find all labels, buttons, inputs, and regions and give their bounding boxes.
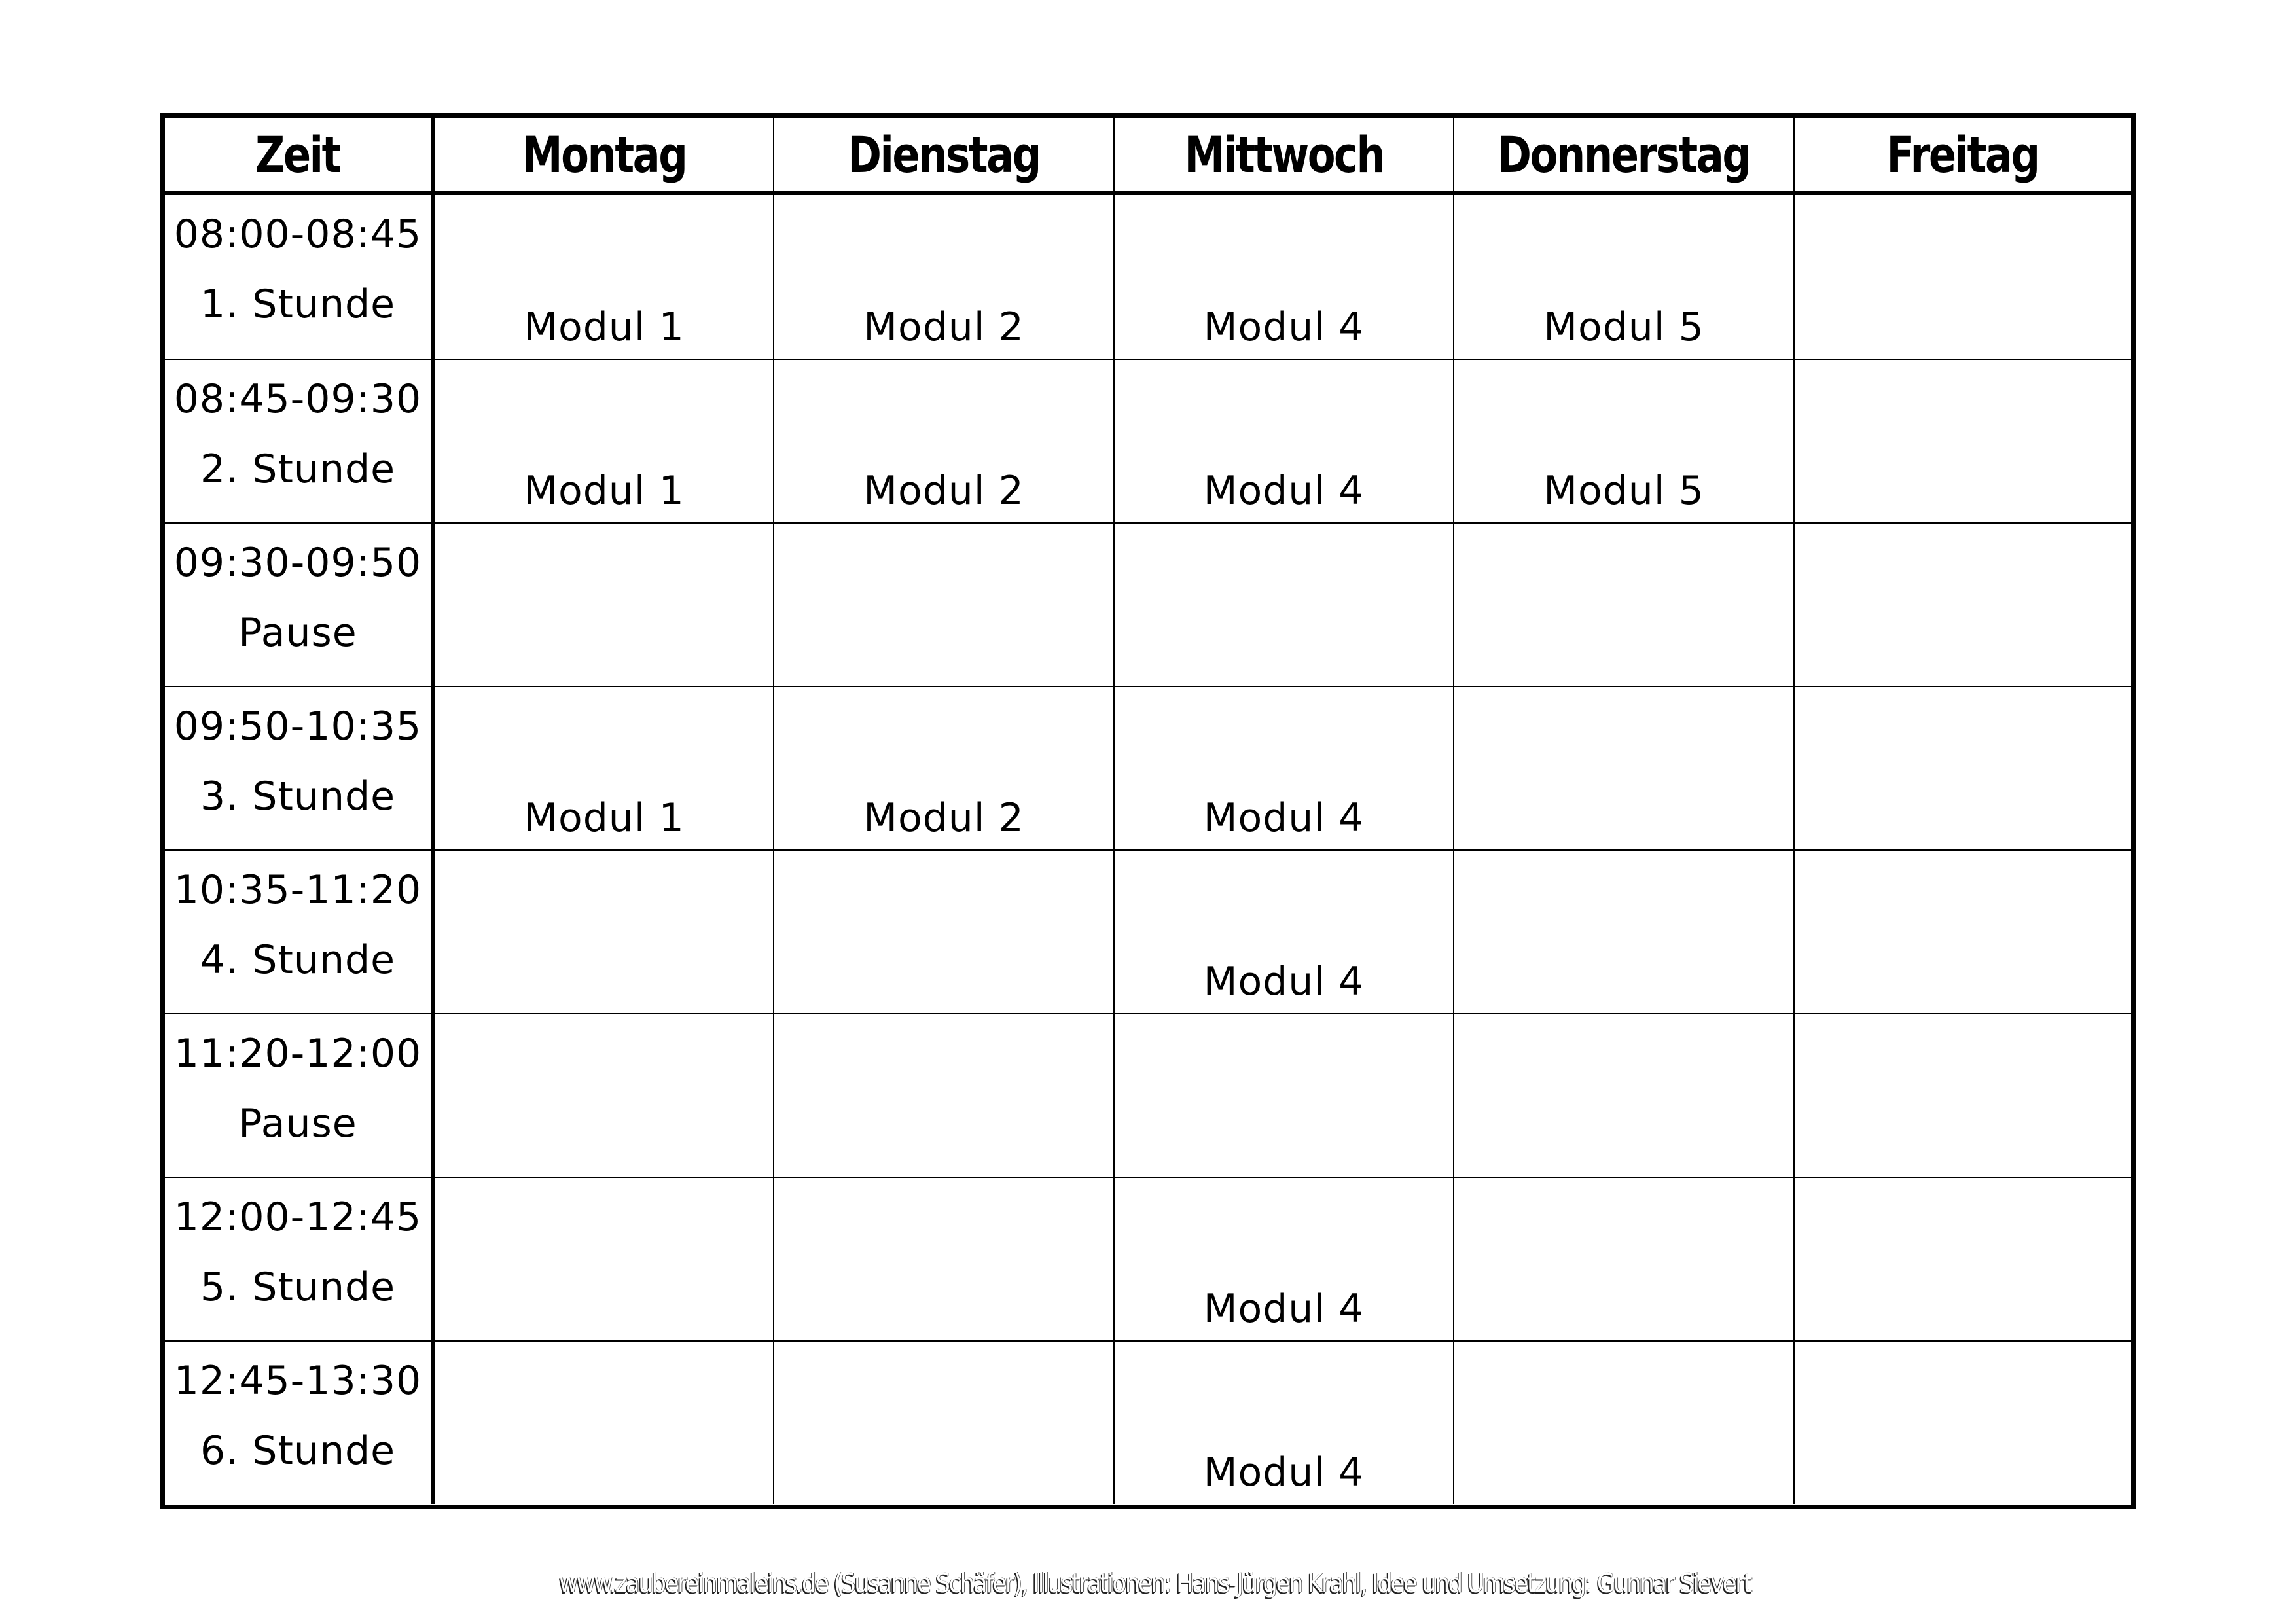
cell-dienstag[interactable] (774, 360, 1113, 522)
header-dienstag (774, 118, 1113, 191)
column-divider-thick (431, 1178, 435, 1340)
module-entry: Modul 2 (863, 795, 1024, 841)
time-range: 12:00-12:45 (173, 1194, 422, 1240)
header-freitag-label: Freitag (1886, 125, 2039, 184)
column-divider-thick (431, 687, 435, 849)
header-freitag (1795, 118, 2131, 191)
time-range: 10:35-11:20 (173, 867, 422, 913)
cell-dienstag[interactable] (774, 524, 1113, 686)
cell-freitag[interactable] (1795, 360, 2131, 522)
cell-donnerstag[interactable] (1454, 1342, 1793, 1504)
period-label: 6. Stunde (200, 1428, 395, 1474)
cell-freitag[interactable] (1795, 1014, 2131, 1177)
module-entry: Modul 4 (1203, 795, 1365, 841)
cell-mittwoch[interactable] (1115, 1342, 1453, 1504)
header-montag-label: Montag (522, 125, 687, 184)
cell-dienstag[interactable] (774, 195, 1113, 359)
table-row (165, 522, 2131, 686)
time-cell (165, 524, 431, 686)
cell-montag[interactable] (435, 360, 773, 522)
cell-montag[interactable] (435, 1342, 773, 1504)
module-entry: Modul 4 (1203, 468, 1365, 514)
cell-freitag[interactable] (1795, 687, 2131, 849)
module-entry: Modul 4 (1203, 1286, 1365, 1332)
cell-donnerstag[interactable] (1454, 687, 1793, 849)
cell-freitag[interactable] (1795, 851, 2131, 1013)
column-divider-thick (431, 195, 435, 359)
header-zeit-label: Zeit (255, 125, 340, 184)
cell-freitag[interactable] (1795, 1342, 2131, 1504)
time-range: 08:00-08:45 (173, 211, 422, 257)
cell-montag[interactable] (435, 687, 773, 849)
time-cell (165, 1342, 431, 1504)
header-zeit (165, 118, 431, 191)
module-entry: Modul 4 (1203, 304, 1365, 350)
time-range: 09:30-09:50 (173, 540, 422, 586)
cell-montag[interactable] (435, 1178, 773, 1340)
table-row (165, 1340, 2131, 1504)
column-divider-thick (431, 1014, 435, 1177)
module-entry: Modul 2 (863, 304, 1024, 350)
cell-dienstag[interactable] (774, 1178, 1113, 1340)
column-divider-thick (431, 118, 435, 191)
time-cell (165, 1014, 431, 1177)
column-divider-thick (431, 524, 435, 686)
column-divider-thick (431, 360, 435, 522)
cell-freitag[interactable] (1795, 524, 2131, 686)
cell-donnerstag[interactable] (1454, 524, 1793, 686)
cell-freitag[interactable] (1795, 195, 2131, 359)
header-donnerstag-label: Donnerstag (1498, 125, 1750, 184)
period-label: 3. Stunde (200, 774, 395, 819)
cell-donnerstag[interactable] (1454, 851, 1793, 1013)
period-label: 4. Stunde (200, 937, 395, 983)
cell-donnerstag[interactable] (1454, 195, 1793, 359)
cell-dienstag[interactable] (774, 687, 1113, 849)
table-row (165, 849, 2131, 1013)
header-dienstag-label: Dienstag (848, 125, 1040, 184)
cell-montag[interactable] (435, 851, 773, 1013)
cell-montag[interactable] (435, 195, 773, 359)
header-mittwoch (1115, 118, 1453, 191)
cell-freitag[interactable] (1795, 1178, 2131, 1340)
module-entry: Modul 1 (524, 795, 685, 841)
period-label: 5. Stunde (200, 1264, 395, 1310)
time-cell (165, 1178, 431, 1340)
time-cell (165, 360, 431, 522)
header-donnerstag (1454, 118, 1793, 191)
cell-mittwoch[interactable] (1115, 195, 1453, 359)
footer-credit-text: www.zaubereinmaleins.de (Susanne Schäfer), Illustrationen: Hans-Jürgen Krahl, Idee und Umsetzung: Gunnar Sievert (559, 1567, 1751, 1599)
period-label: Pause (238, 1101, 357, 1147)
cell-montag[interactable] (435, 524, 773, 686)
time-range: 08:45-09:30 (173, 376, 422, 422)
cell-dienstag[interactable] (774, 1014, 1113, 1177)
module-entry: Modul 1 (524, 468, 685, 514)
period-label: Pause (238, 610, 357, 656)
module-entry: Modul 4 (1203, 1450, 1365, 1495)
time-range: 09:50-10:35 (173, 704, 422, 749)
module-entry: Modul 5 (1543, 304, 1704, 350)
cell-mittwoch[interactable] (1115, 1014, 1453, 1177)
header-row (165, 118, 2131, 195)
cell-mittwoch[interactable] (1115, 360, 1453, 522)
cell-mittwoch[interactable] (1115, 524, 1453, 686)
column-divider-thick (431, 1342, 435, 1504)
footer-credit (410, 1568, 1899, 1598)
timetable (160, 113, 2136, 1509)
column-divider-thick (431, 851, 435, 1013)
cell-donnerstag[interactable] (1454, 1014, 1793, 1177)
period-label: 1. Stunde (200, 281, 395, 327)
time-cell (165, 195, 431, 359)
cell-donnerstag[interactable] (1454, 1178, 1793, 1340)
module-entry: Modul 5 (1543, 468, 1704, 514)
cell-montag[interactable] (435, 1014, 773, 1177)
table-row (165, 195, 2131, 359)
table-row (165, 1177, 2131, 1340)
period-label: 2. Stunde (200, 446, 395, 492)
time-range: 12:45-13:30 (173, 1358, 422, 1404)
header-montag (435, 118, 773, 191)
cell-dienstag[interactable] (774, 1342, 1113, 1504)
time-cell (165, 687, 431, 849)
cell-mittwoch[interactable] (1115, 687, 1453, 849)
cell-mittwoch[interactable] (1115, 1178, 1453, 1340)
cell-mittwoch[interactable] (1115, 851, 1453, 1013)
module-entry: Modul 2 (863, 468, 1024, 514)
module-entry: Modul 4 (1203, 959, 1365, 1005)
module-entry: Modul 1 (524, 304, 685, 350)
table-row (165, 686, 2131, 849)
time-range: 11:20-12:00 (173, 1031, 422, 1077)
header-mittwoch-label: Mittwoch (1184, 125, 1384, 184)
table-row (165, 1013, 2131, 1177)
time-cell (165, 851, 431, 1013)
cell-dienstag[interactable] (774, 851, 1113, 1013)
cell-donnerstag[interactable] (1454, 360, 1793, 522)
table-row (165, 359, 2131, 522)
